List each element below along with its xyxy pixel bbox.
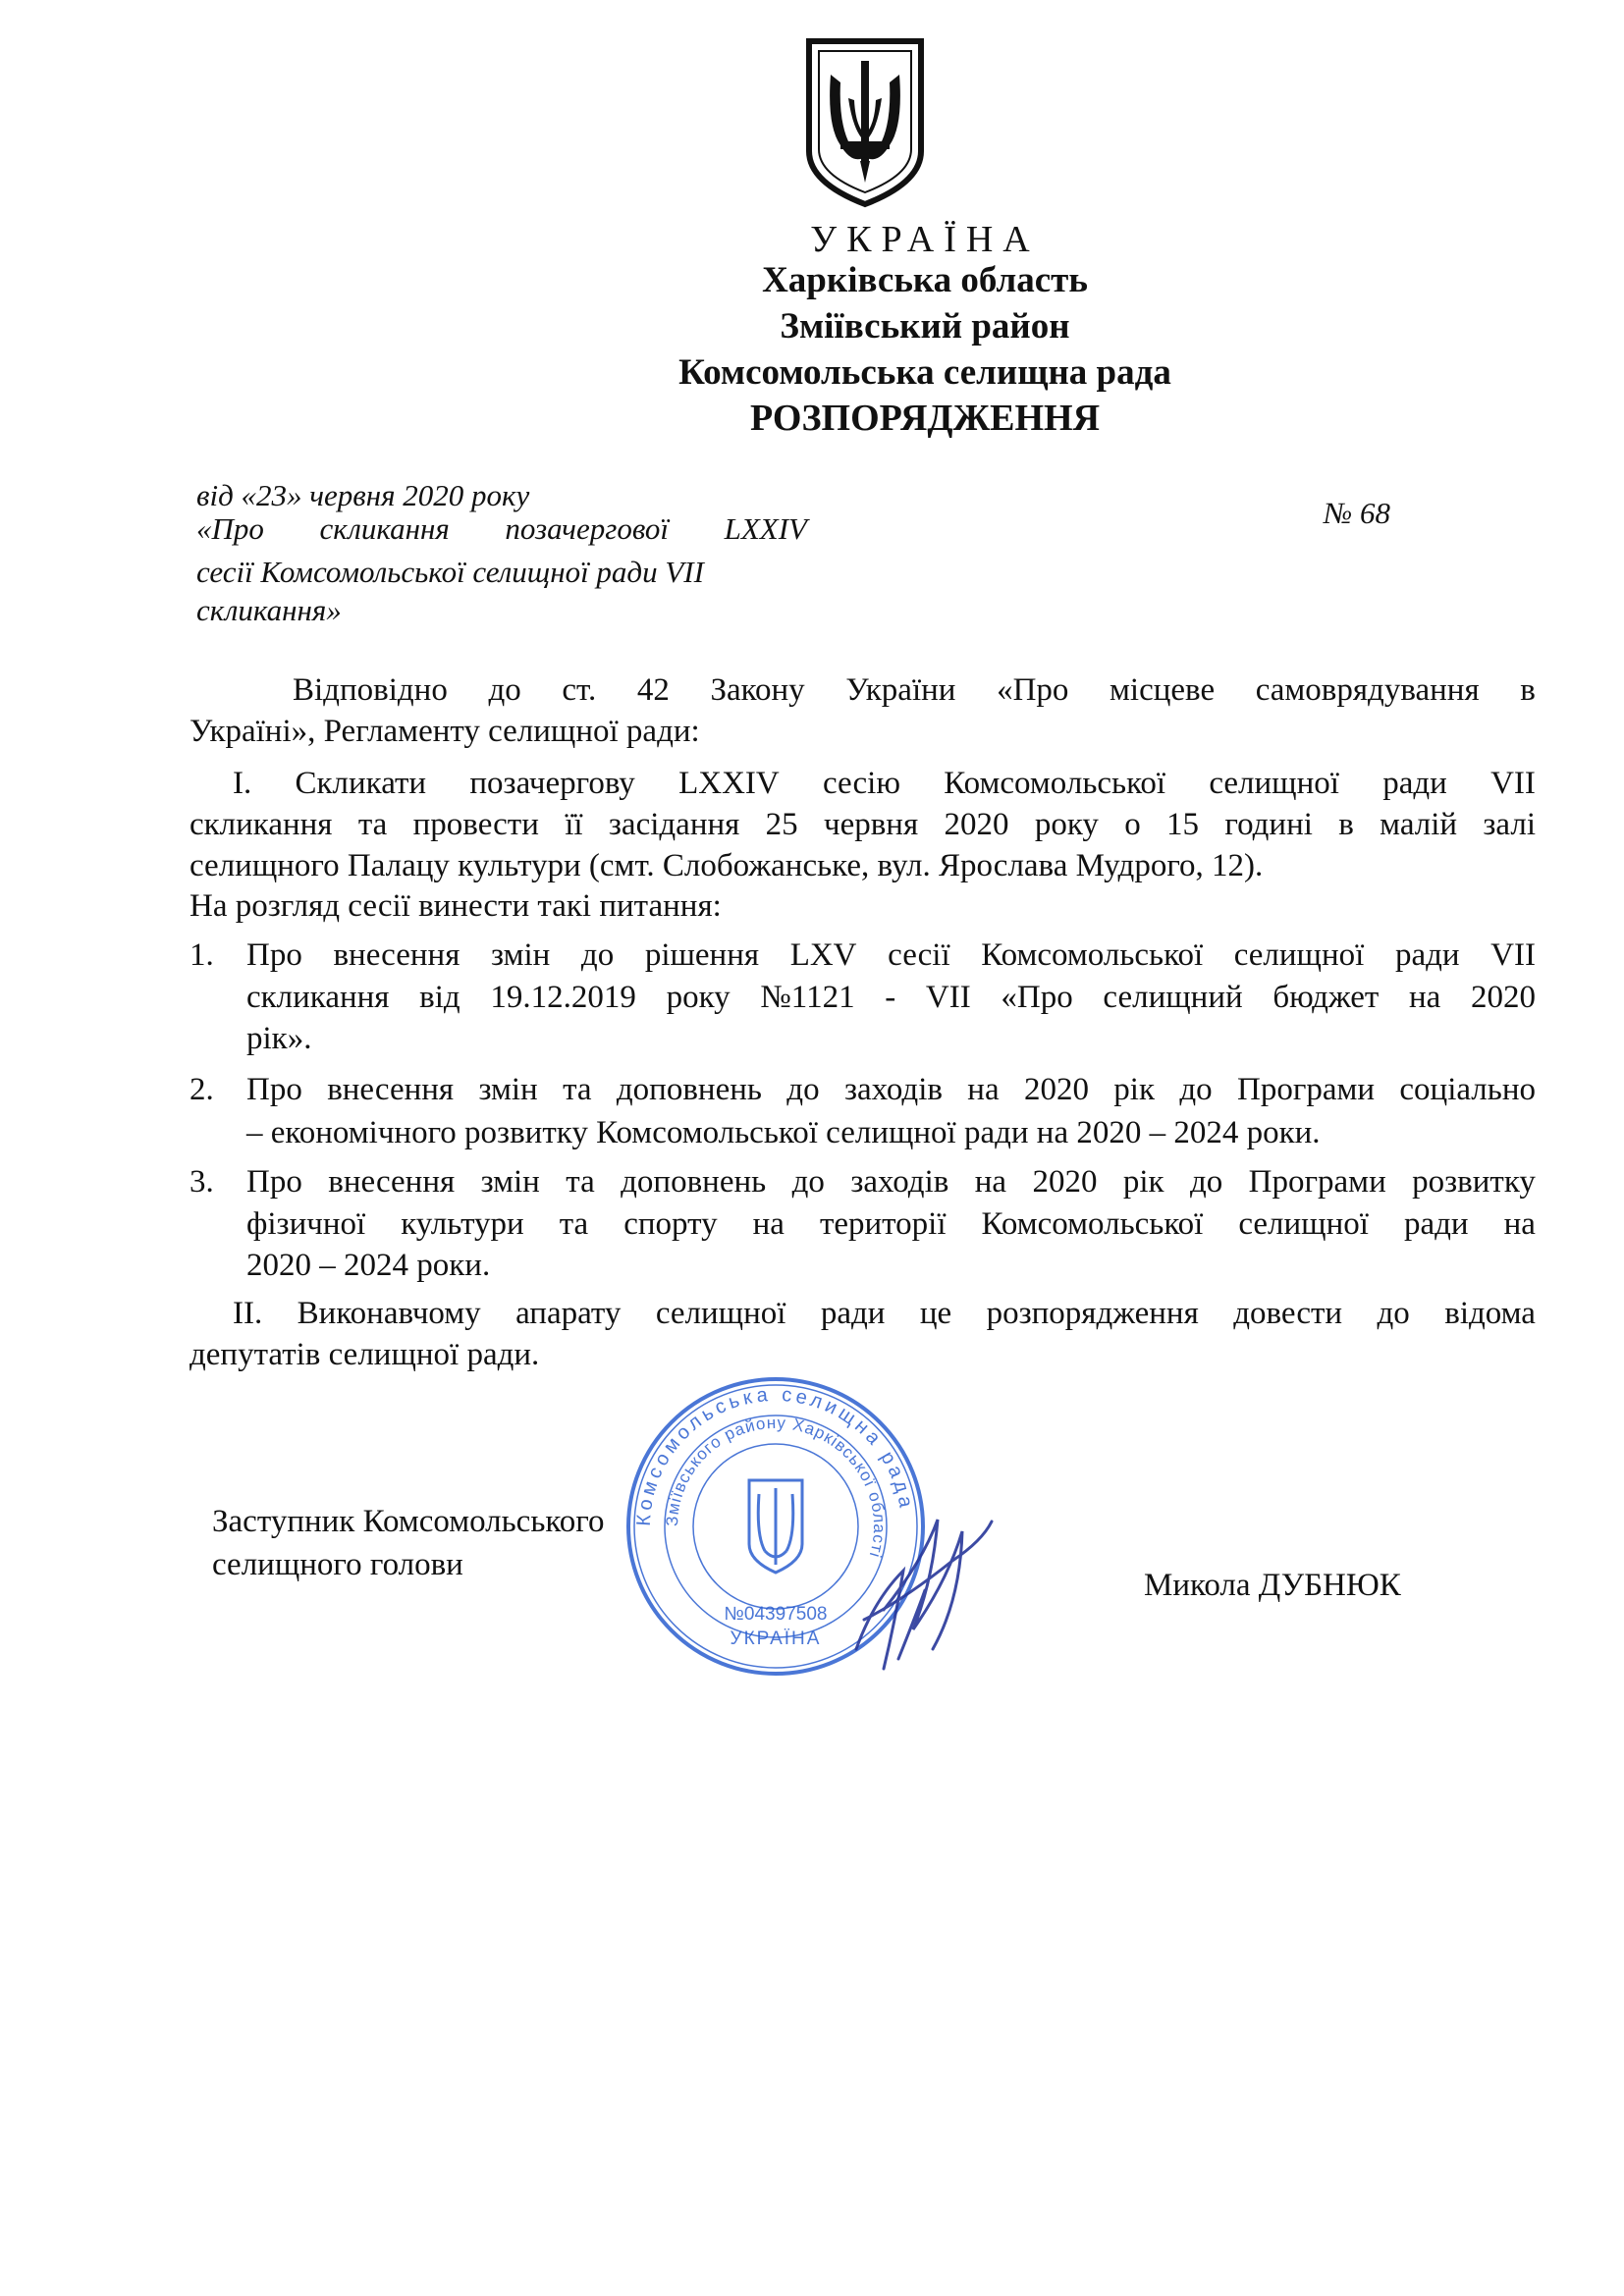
word: Закону [710, 672, 805, 708]
word: від [419, 980, 460, 1015]
word: Виконавчому [297, 1296, 481, 1331]
word: залі [1483, 807, 1536, 842]
agenda-item-3-number: 3. [189, 1164, 214, 1200]
word: Про [246, 1072, 302, 1107]
agenda-item-1-line-3: рік». [246, 1021, 312, 1056]
oblast-heading: Харківська область [762, 260, 1088, 300]
word: території [819, 1206, 947, 1242]
word: на [1503, 1206, 1536, 1242]
word: сесії [888, 937, 950, 973]
signatory-position-line-1: Заступник Комсомольського [212, 1504, 605, 1539]
word: VII [925, 980, 971, 1015]
word: соціально [1399, 1072, 1536, 1107]
word: України [845, 672, 956, 708]
word: року [666, 980, 731, 1015]
word: «Про [1001, 980, 1073, 1015]
word: «Про [997, 672, 1069, 708]
document-type-heading: РОЗПОРЯДЖЕННЯ [749, 398, 1101, 439]
word: провести [412, 807, 539, 842]
word: 19.12.2019 [490, 980, 636, 1015]
word: року [1034, 807, 1099, 842]
word: внесення [333, 937, 460, 973]
word: Програми [1236, 1072, 1376, 1107]
word: на [1408, 980, 1441, 1015]
word: 2020 [1032, 1164, 1098, 1200]
word: на [752, 1206, 785, 1242]
country-heading: УКРАЇНА [810, 219, 1040, 260]
word: внесення [328, 1164, 456, 1200]
word: самоврядування [1255, 672, 1480, 708]
word: LXV [789, 937, 857, 973]
word: №1121 [760, 980, 855, 1015]
word: 2020 [1023, 1072, 1089, 1107]
word: ради [1394, 937, 1460, 973]
word: в [1338, 807, 1354, 842]
word: «Про [196, 511, 264, 546]
word: позачергову [469, 766, 635, 801]
section2-line-1 [233, 1296, 1536, 1332]
word: сесію [823, 766, 900, 801]
agenda-item-3-line-3: 2020 – 2024 роки. [246, 1248, 491, 1283]
word: ради [1382, 766, 1447, 801]
word: змін [480, 1164, 540, 1200]
section2-line-2: депутатів селищної ради. [189, 1337, 540, 1372]
seal-code: №04397508 [724, 1604, 828, 1625]
word: LXXIV [678, 766, 780, 801]
word: змін [491, 937, 551, 973]
word: апарату [515, 1296, 622, 1331]
agenda-item-1-line-2 [246, 980, 1536, 1016]
word: доповнень [616, 1072, 762, 1107]
word: Про [246, 937, 302, 973]
word: VII [1490, 937, 1536, 973]
word: LXXIV [724, 511, 807, 546]
word: ради [1403, 1206, 1469, 1242]
section1-line-3: селищного Палацу культури (смт. Слобожанське, вул. Ярослава Мудрого, 12). [189, 848, 1264, 883]
word: 15 [1166, 807, 1200, 842]
handwritten-signature-icon [844, 1502, 1001, 1688]
word: внесення [327, 1072, 455, 1107]
word: годині [1224, 807, 1313, 842]
section1-line-1 [233, 766, 1536, 802]
agenda-item-1-line-1 [246, 937, 1536, 974]
agenda-item-2-number: 2. [189, 1072, 214, 1107]
word: скликання [246, 980, 390, 1015]
word: VII [1490, 766, 1536, 801]
coat-of-arms-icon [801, 35, 929, 210]
word: Відповідно [293, 672, 448, 708]
word: червня [823, 807, 919, 842]
intro-line-2: Україні», Регламенту селищної ради: [189, 714, 700, 749]
document-date: від «23» червня 2020 року [196, 478, 530, 512]
word: та [563, 1072, 592, 1107]
signatory-name: Микола ДУБНЮК [1144, 1568, 1401, 1603]
word: о [1124, 807, 1141, 842]
word: Про [246, 1164, 302, 1200]
council-heading: Комсомольська селищна рада [678, 352, 1171, 393]
word: на [967, 1072, 1000, 1107]
word: на [974, 1164, 1007, 1200]
word: до [1189, 1164, 1223, 1200]
word: 2020 [944, 807, 1009, 842]
word: - [885, 980, 896, 1015]
word: I. [233, 766, 252, 801]
word: Скликати [295, 766, 427, 801]
word: спорту [623, 1206, 718, 1242]
intro-line-1 [293, 672, 1536, 709]
word: заходів [850, 1164, 949, 1200]
word: Комсомольської [944, 766, 1166, 801]
word: скликання [319, 511, 450, 546]
word: селищний [1103, 980, 1243, 1015]
word: та [357, 807, 388, 842]
agenda-item-2-line-1 [246, 1072, 1536, 1108]
word: розпорядження [986, 1296, 1199, 1331]
word: малій [1380, 807, 1458, 842]
seal-country: УКРАЇНА [730, 1629, 822, 1649]
word: в [1520, 672, 1536, 708]
word: це [919, 1296, 952, 1331]
agenda-item-3-line-2 [246, 1206, 1536, 1243]
word: до [1377, 1296, 1410, 1331]
agenda-item-2-line-2: – економічного розвитку Комсомольської селищної ради на 2020 – 2024 роки. [246, 1115, 1321, 1150]
word: доповнень [621, 1164, 767, 1200]
word: бюджет [1272, 980, 1380, 1015]
word: селищної [1209, 766, 1339, 801]
word: до [1179, 1072, 1213, 1107]
word: селищної [1238, 1206, 1369, 1242]
word: скликання [189, 807, 333, 842]
word: рік [1122, 1164, 1164, 1200]
word: до [580, 937, 615, 973]
word: місцеве [1110, 672, 1216, 708]
word: селищної [1233, 937, 1365, 973]
word: до [786, 1072, 820, 1107]
signatory-position-line-2: селищного голови [212, 1547, 463, 1582]
agenda-item-3-line-1 [246, 1164, 1536, 1201]
agenda-item-1-number: 1. [189, 937, 214, 973]
word: позачергової [505, 511, 669, 546]
word: селищної [655, 1296, 786, 1331]
word: Комсомольської [981, 937, 1204, 973]
word: до [488, 672, 521, 708]
document-title-line-1 [196, 511, 807, 547]
word: 2020 [1470, 980, 1536, 1015]
word: заходів [843, 1072, 943, 1107]
word: рік [1113, 1072, 1155, 1107]
document-title-line-3: скликання» [196, 593, 342, 627]
word: засідання [608, 807, 740, 842]
word: її [565, 807, 583, 842]
word: Програми [1248, 1164, 1386, 1200]
word: 42 [636, 672, 670, 708]
word: рішення [644, 937, 760, 973]
section1-line-2 [189, 807, 1536, 843]
document-number: № 68 [1324, 496, 1390, 530]
seal-outer-text: Комсомольська селищна рада [632, 1383, 918, 1527]
document-title-line-2: сесії Комсомольської селищної ради VII [196, 555, 704, 589]
word: II. [233, 1296, 263, 1331]
rayon-heading: Зміївський район [780, 306, 1070, 347]
word: розвитку [1412, 1164, 1536, 1200]
word: та [559, 1206, 589, 1242]
word: до [791, 1164, 825, 1200]
word: Комсомольської [981, 1206, 1204, 1242]
word: змін [478, 1072, 538, 1107]
word: ст. [562, 672, 597, 708]
word: культури [401, 1206, 524, 1242]
word: довести [1233, 1296, 1343, 1331]
word: ради [820, 1296, 886, 1331]
word: відома [1444, 1296, 1536, 1331]
agenda-intro: На розгляд сесії винести такі питання: [189, 888, 722, 924]
word: фізичної [246, 1206, 366, 1242]
word: та [566, 1164, 595, 1200]
word: 25 [765, 807, 798, 842]
seal-inner-text: Зміївського району Харківської області [662, 1413, 890, 1561]
